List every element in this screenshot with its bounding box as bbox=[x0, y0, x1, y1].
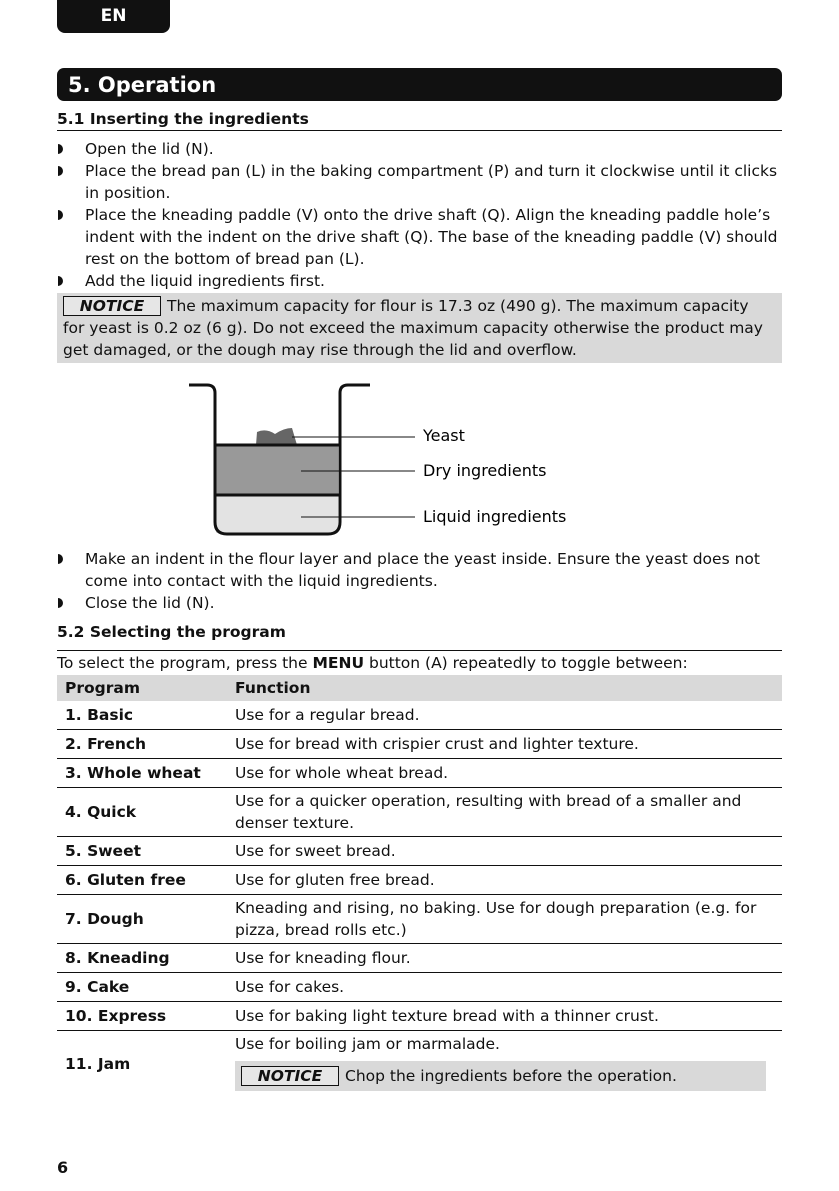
col-header: Program bbox=[57, 675, 227, 701]
function-text: Use for sweet bread. bbox=[235, 842, 396, 860]
section-title: 5. Operation bbox=[57, 68, 782, 101]
label-dry: Dry ingredients bbox=[423, 461, 547, 480]
function-text: Use for whole wheat bread. bbox=[235, 764, 449, 782]
intro-post: button (A) repeatedly to toggle between: bbox=[364, 654, 688, 672]
function-text: Use for a quicker operation, resulting with bread of a smaller and denser texture. bbox=[235, 792, 742, 832]
function-text: Use for kneading flour. bbox=[235, 949, 411, 967]
list-item: Make an indent in the flour layer and place the yeast inside. Ensure the yeast does not come into contact with the liquid ingredients. bbox=[57, 548, 782, 592]
function-text: Use for bread with crispier crust and lighter texture. bbox=[235, 735, 639, 753]
program-name: 1. Basic bbox=[57, 701, 227, 730]
notice-label: NOTICE bbox=[241, 1066, 339, 1086]
program-table bbox=[57, 675, 782, 1096]
table-row bbox=[57, 1002, 782, 1031]
program-function bbox=[227, 944, 782, 973]
table-row bbox=[57, 1031, 782, 1097]
notice-text: Chop the ingredients before the operation. bbox=[345, 1067, 677, 1085]
function-text: Use for cakes. bbox=[235, 978, 345, 996]
list-item: Place the kneading paddle (V) onto the drive shaft (Q). Align the kneading paddle hole’s indent with the indent on the drive shaft (Q). The base of the kneading paddle (V) should rest on the bottom of bread pan (L). bbox=[57, 204, 782, 270]
program-function bbox=[227, 730, 782, 759]
function-text: Use for baking light texture bread with a thinner crust. bbox=[235, 1007, 659, 1025]
list-item: Place the bread pan (L) in the baking compartment (P) and turn it clockwise until it clicks in position. bbox=[57, 160, 782, 204]
program-function bbox=[227, 895, 782, 944]
program-function bbox=[227, 973, 782, 1002]
table-row bbox=[57, 944, 782, 973]
table-row bbox=[57, 759, 782, 788]
table-row bbox=[57, 788, 782, 837]
table-row bbox=[57, 730, 782, 759]
program-name: 5. Sweet bbox=[57, 837, 227, 866]
function-text: Use for boiling jam or marmalade. bbox=[235, 1035, 500, 1053]
language-tab: EN bbox=[57, 0, 170, 33]
list-item: Open the lid (N). bbox=[57, 138, 782, 160]
program-name: 6. Gluten free bbox=[57, 866, 227, 895]
program-function bbox=[227, 866, 782, 895]
program-name: 8. Kneading bbox=[57, 944, 227, 973]
notice-label: NOTICE bbox=[63, 296, 161, 316]
function-text: Kneading and rising, no baking. Use for dough preparation (e.g. for pizza, bread rolls etc.) bbox=[235, 899, 757, 939]
page-number: 6 bbox=[57, 1158, 69, 1177]
yeast-shape bbox=[256, 428, 297, 445]
program-name: 10. Express bbox=[57, 1002, 227, 1031]
col-header: Function bbox=[227, 675, 782, 701]
table-row bbox=[57, 866, 782, 895]
program-function bbox=[227, 788, 782, 837]
list-item: Close the lid (N). bbox=[57, 592, 782, 614]
program-function bbox=[227, 1031, 782, 1097]
intro-text bbox=[57, 650, 782, 672]
label-yeast: Yeast bbox=[423, 426, 465, 445]
table-row bbox=[57, 895, 782, 944]
program-name: 2. French bbox=[57, 730, 227, 759]
subsection-title: 5.2 Selecting the program bbox=[57, 623, 286, 641]
label-liquid: Liquid ingredients bbox=[423, 507, 567, 526]
program-function bbox=[227, 1002, 782, 1031]
bullet-list-2 bbox=[57, 548, 782, 614]
program-function bbox=[227, 701, 782, 730]
table-row bbox=[57, 701, 782, 730]
program-function bbox=[227, 759, 782, 788]
notice-text: The maximum capacity for flour is 17.3 oz (490 g). The maximum capacity for yeast is 0.2 oz (6 g). Do not exceed the maximum capacity otherwise the product may get damaged, or the dough may rise through the lid and overflow. bbox=[63, 297, 763, 359]
program-name: 3. Whole wheat bbox=[57, 759, 227, 788]
program-name: 7. Dough bbox=[57, 895, 227, 944]
program-name: 4. Quick bbox=[57, 788, 227, 837]
intro-pre: To select the program, press the bbox=[57, 654, 313, 672]
program-name: 11. Jam bbox=[65, 1054, 131, 1073]
table-row bbox=[57, 973, 782, 1002]
list-item: Add the liquid ingredients first. bbox=[57, 270, 782, 292]
dry-layer bbox=[216, 445, 338, 495]
subsection-title: 5.1 Inserting the ingredients bbox=[57, 110, 782, 131]
function-text: Use for a regular bread. bbox=[235, 706, 420, 724]
function-text: Use for gluten free bread. bbox=[235, 871, 435, 889]
menu-word: MENU bbox=[312, 654, 365, 672]
notice-box bbox=[235, 1061, 766, 1091]
program-function bbox=[227, 837, 782, 866]
liquid-layer bbox=[216, 495, 338, 533]
program-name: 9. Cake bbox=[57, 973, 227, 1002]
table-row bbox=[57, 837, 782, 866]
